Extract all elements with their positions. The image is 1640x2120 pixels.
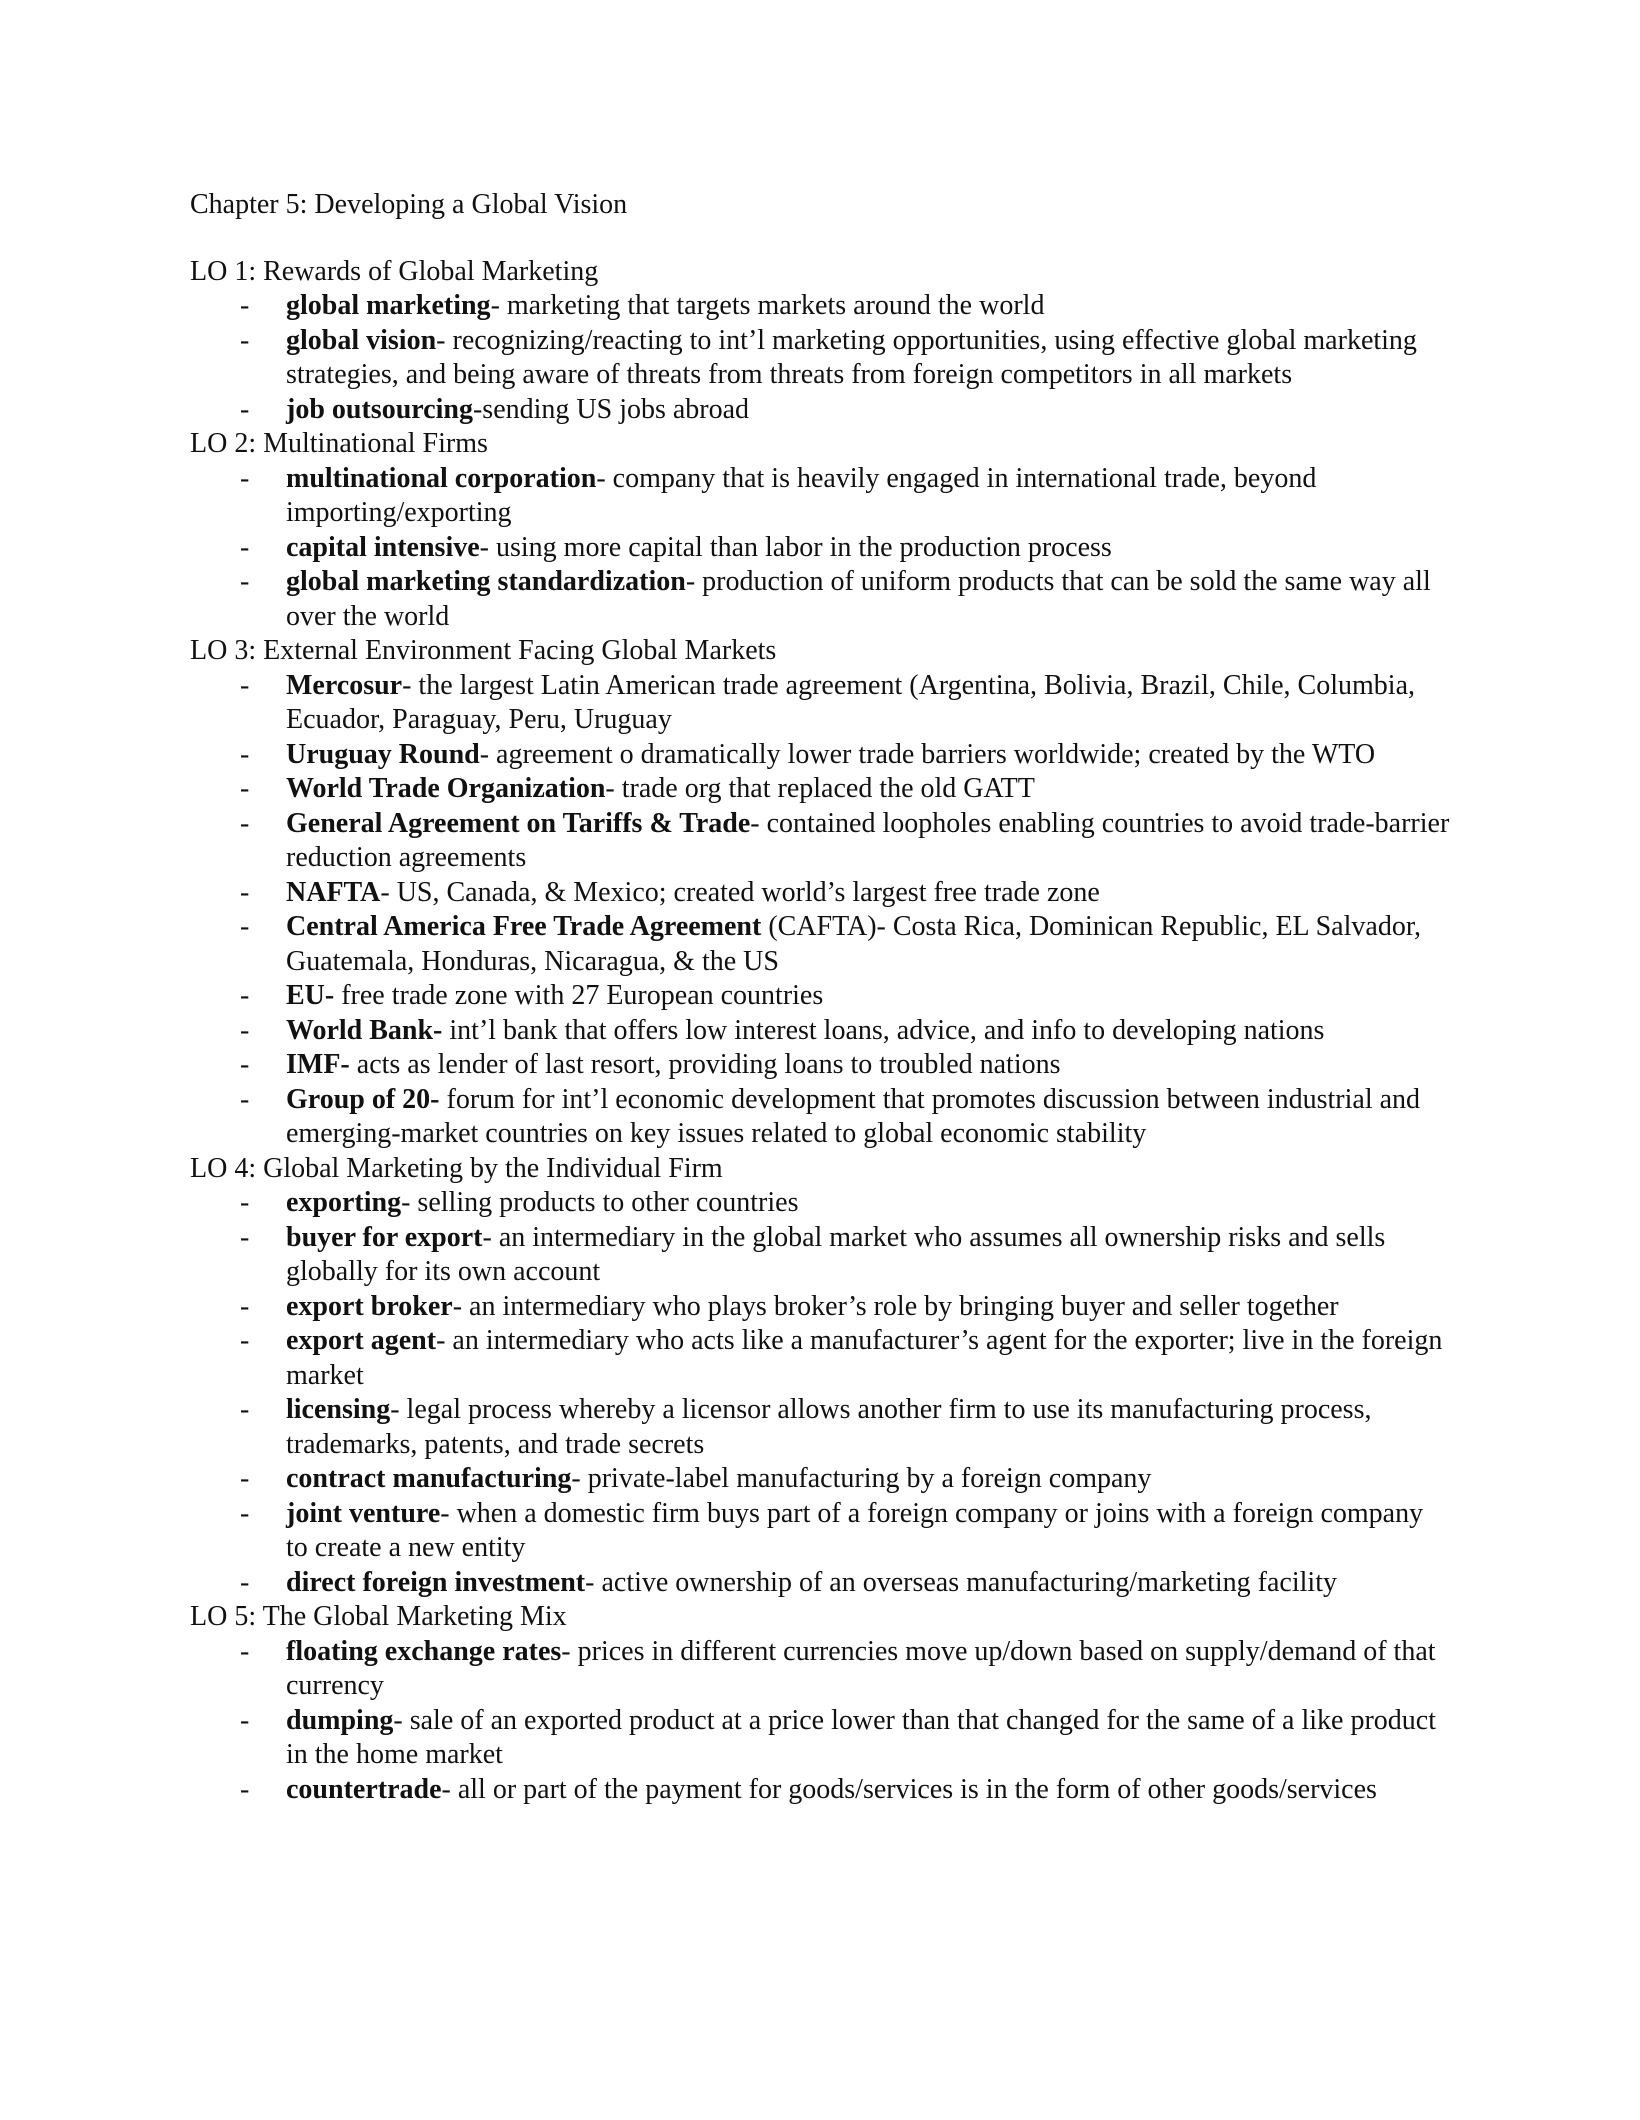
term-definition: - recognizing/reacting to int’l marketing opportunities, using effective global marketing strategies, and being aware of threats from threats from foreign competitors in all markets (286, 324, 1417, 390)
term-definition: -sending US jobs abroad (472, 393, 750, 425)
bullet-dash: - (240, 911, 250, 942)
term-name: floating exchange rates (286, 1635, 562, 1667)
term-name: General Agreement on Tariffs & Trade (286, 807, 751, 839)
term-name: EU- (286, 980, 335, 1011)
document-title: Chapter 5: Developing a Global Vision (190, 189, 628, 220)
term-list-item (190, 1704, 1450, 1773)
term-list-item (190, 531, 1450, 566)
term-list-item (190, 1497, 1450, 1566)
term-name: licensing (286, 1394, 391, 1425)
term-name: joint venture (286, 1497, 441, 1529)
section-heading: LO 1: Rewards of Global Marketing (190, 255, 599, 287)
bullet-dash: - (240, 1187, 250, 1218)
term-list-item (190, 772, 1450, 807)
bullet-dash: - (240, 876, 250, 908)
bullet-dash: - (240, 1463, 250, 1494)
term-list-item (190, 1324, 1450, 1393)
section-lo-4 (190, 1152, 1450, 1601)
term-definition: int’l bank that offers low interest loans, advice, and info to developing nations (442, 1014, 1325, 1046)
term-list-item (190, 1290, 1450, 1325)
term-list-item (190, 1186, 1450, 1221)
section-heading: LO 2: Multinational Firms (190, 428, 488, 459)
term-list-item (190, 565, 1450, 634)
term-definition: forum for int’l economic development that promotes discussion between industrial and emerging-market countries on key issues related to global economic stability (286, 1083, 1421, 1149)
term-name: buyer for export (286, 1221, 483, 1253)
term-name: Group of 20- (286, 1083, 440, 1115)
term-definition: - sale of an exported product at a price lower than that changed for the same of a like product in the home market (286, 1704, 1436, 1770)
term-definition: - using more capital than labor in the production process (479, 531, 1112, 563)
term-list (190, 669, 1450, 1152)
term-name: World Trade Organization (286, 773, 606, 804)
term-definition: - private-label manufacturing by a foreign company (571, 1463, 1152, 1494)
term-name: IMF- (286, 1049, 350, 1080)
term-name: export agent (286, 1325, 437, 1356)
term-list-item (190, 324, 1450, 393)
bullet-dash: - (240, 1497, 250, 1529)
term-name: dumping (286, 1704, 394, 1736)
term-name: capital intensive (286, 531, 480, 563)
bullet-dash: - (240, 1014, 250, 1046)
term-list-item (190, 393, 1450, 428)
term-name: global marketing (286, 290, 491, 321)
bullet-dash: - (240, 531, 250, 563)
term-name: multinational corporation (286, 462, 597, 494)
bullet-dash: - (240, 1635, 250, 1667)
bullet-dash: - (240, 1773, 250, 1805)
bullet-dash: - (240, 1049, 250, 1080)
term-definition: (CAFTA)- Costa Rica, Dominican Republic, EL Salvador, Guatemala, Honduras, Nicaragua, & the US (286, 911, 1422, 977)
bullet-dash: - (240, 1704, 250, 1736)
section-lo-5 (190, 1600, 1450, 1807)
term-list-item (190, 1635, 1450, 1704)
term-list (190, 462, 1450, 635)
term-definition: - an intermediary in the global market who assumes all ownership risks and sells globally for its own account (286, 1221, 1386, 1287)
bullet-dash: - (240, 1083, 250, 1115)
term-name: global vision (286, 324, 437, 356)
term-name: World Bank- (286, 1014, 443, 1046)
term-list (190, 1186, 1450, 1600)
bullet-dash: - (240, 669, 250, 701)
term-definition: - an intermediary who acts like a manufacturer’s agent for the exporter; live in the foreign market (286, 1325, 1443, 1391)
term-definition: free trade zone with 27 European countries (334, 980, 824, 1011)
term-list-item (190, 1773, 1450, 1808)
term-definition: - selling products to other countries (401, 1187, 799, 1218)
term-list-item (190, 1048, 1450, 1083)
term-name: direct foreign investment (286, 1566, 586, 1598)
section-heading: LO 4: Global Marketing by the Individual Firm (190, 1152, 723, 1184)
bullet-dash: - (240, 324, 250, 356)
term-list-item (190, 1462, 1450, 1497)
term-name: Uruguay Round (286, 738, 480, 770)
term-list (190, 289, 1450, 427)
term-list-item (190, 1014, 1450, 1049)
term-name: Central America Free Trade Agreement (286, 911, 762, 942)
bullet-dash: - (240, 1221, 250, 1253)
term-definition: - US, Canada, & Mexico; created world’s largest free trade zone (380, 876, 1100, 908)
bullet-dash: - (240, 1566, 250, 1598)
term-definition: - legal process whereby a licensor allows another firm to use its manufacturing process, trademarks, patents, and trade secrets (286, 1394, 1372, 1460)
term-name: contract manufacturing (286, 1463, 572, 1494)
term-name: job outsourcing (286, 393, 473, 425)
term-list-item (190, 738, 1450, 773)
section-lo-1 (190, 255, 1450, 428)
term-definition: - an intermediary who plays broker’s role by bringing buyer and seller together (452, 1290, 1339, 1322)
term-definition: acts as lender of last resort, providing loans to troubled nations (349, 1049, 1061, 1080)
bullet-dash: - (240, 807, 250, 839)
term-list-item (190, 1393, 1450, 1462)
term-definition: - prices in different currencies move up/down based on supply/demand of that currency (286, 1635, 1436, 1701)
sections-container (190, 255, 1450, 1808)
bullet-dash: - (240, 462, 250, 494)
term-name: export broker (286, 1290, 453, 1322)
term-list-item (190, 979, 1450, 1014)
section-lo-2 (190, 427, 1450, 634)
term-definition: - trade org that replaced the old GATT (605, 773, 1035, 804)
document-page (190, 188, 1450, 1807)
term-list-item (190, 807, 1450, 876)
term-list-item (190, 462, 1450, 531)
bullet-dash: - (240, 1290, 250, 1322)
term-definition: - agreement o dramatically lower trade barriers worldwide; created by the WTO (479, 738, 1376, 770)
term-definition: - production of uniform products that can be sold the same way all over the world (286, 566, 1431, 632)
term-name: Mercosur (286, 669, 403, 701)
bullet-dash: - (240, 290, 250, 321)
term-definition: - marketing that targets markets around the world (490, 290, 1045, 321)
term-definition: - all or part of the payment for goods/services is in the form of other goods/services (441, 1773, 1377, 1805)
section-lo-3 (190, 634, 1450, 1152)
term-list-item (190, 910, 1450, 979)
term-list-item (190, 1566, 1450, 1601)
term-definition: - company that is heavily engaged in international trade, beyond importing/exporting (286, 462, 1317, 528)
term-list-item (190, 876, 1450, 911)
term-list-item (190, 669, 1450, 738)
term-name: NAFTA (286, 876, 381, 908)
bullet-dash: - (240, 773, 250, 804)
term-definition: - contained loopholes enabling countries to avoid trade-barrier reduction agreements (286, 807, 1450, 873)
bullet-dash: - (240, 393, 250, 425)
term-list (190, 1635, 1450, 1808)
bullet-dash: - (240, 980, 250, 1011)
section-heading: LO 3: External Environment Facing Global Markets (190, 635, 777, 666)
bullet-dash: - (240, 738, 250, 770)
term-name: global marketing standardization (286, 566, 686, 597)
bullet-dash: - (240, 566, 250, 597)
term-list-item (190, 289, 1450, 324)
term-definition: - active ownership of an overseas manufacturing/marketing facility (585, 1566, 1337, 1598)
term-name: countertrade (286, 1773, 442, 1805)
bullet-dash: - (240, 1325, 250, 1356)
section-heading: LO 5: The Global Marketing Mix (190, 1601, 567, 1632)
term-name: exporting (286, 1187, 402, 1218)
term-list-item (190, 1083, 1450, 1152)
term-definition: - the largest Latin American trade agreement (Argentina, Bolivia, Brazil, Chile, Columbia, Ecuador, Paraguay, Peru, Uruguay (286, 669, 1415, 735)
bullet-dash: - (240, 1394, 250, 1425)
term-definition: - when a domestic firm buys part of a foreign company or joins with a foreign company to create a new entity (286, 1497, 1424, 1563)
term-list-item (190, 1221, 1450, 1290)
